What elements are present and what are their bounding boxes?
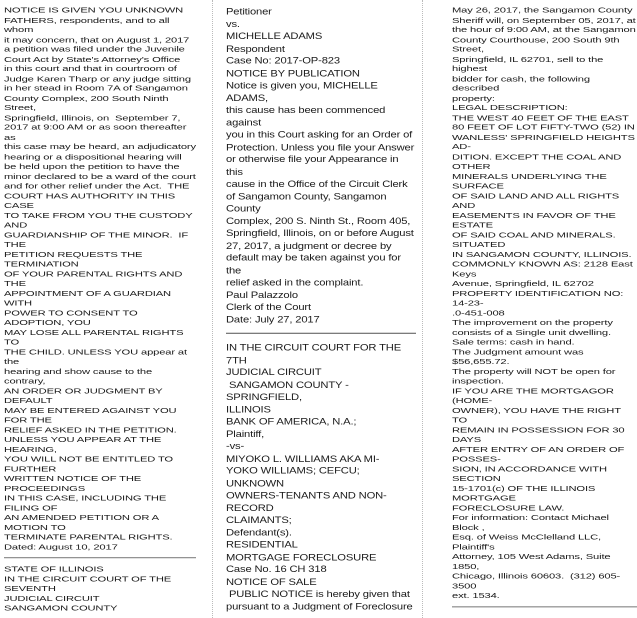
text-line: FORECLOSURE LAW. — [452, 504, 565, 513]
text-line: 15-1701(c) OF THE ILLINOIS MORTGAGE — [452, 484, 599, 503]
text-line: GUARDIANSHIP OF THE MINOR. IF THE — [4, 230, 191, 249]
text-line: FATHERS, respondents, and to all whom — [4, 16, 173, 35]
text-line: Notice is given you, MICHELLE ADAMS, — [226, 80, 381, 104]
text-line: TO TAKE FROM YOU THE CUSTODY AND — [4, 211, 195, 230]
text-line: YOKO WILLIAMS; CEFCU; UNKNOWN — [226, 466, 363, 489]
text-line: Paul Palazzolo — [226, 289, 298, 301]
notice-of-sale-continued — [452, 6, 637, 601]
text-line: Clerk of the Court — [226, 302, 311, 313]
text-line: default may be taken against you for the — [226, 253, 404, 276]
text-line: and for other relief under the Act. THE — [4, 182, 190, 191]
text-line: JUDICIAL CIRCUIT — [226, 367, 322, 378]
text-line: in her stead in Room 7A of Sangamon — [4, 84, 188, 93]
text-line: Esq. of Weiss McClelland LLC, Plaintiff's — [452, 533, 604, 552]
text-line: hearing and show cause to the contrary, — [4, 367, 155, 386]
text-line: IN THIS CASE, INCLUDING THE FILING OF — [4, 494, 170, 513]
text-line: DITION. EXCEPT THE COAL AND OTHER — [452, 152, 625, 171]
text-line: 80 FEET OF LOT FIFTY-TWO (52) IN — [452, 123, 635, 132]
juvenile-court-notice — [4, 6, 196, 552]
text-line: AN AMENDED PETITION OR A MOTION TO — [4, 513, 162, 532]
text-line: property: — [452, 94, 495, 103]
text-line: consists of a Single unit dwelling. — [452, 328, 611, 337]
text-line: For information: Contact Michael Block , — [452, 513, 612, 532]
text-line: ext. 1534. — [452, 591, 500, 600]
text-line: bidder for cash, the following described — [452, 74, 593, 93]
text-line: 2017 at 9:00 AM or as soon thereafter as — [4, 123, 190, 142]
text-line: Complex, 200 S. Ninth St., Room 405, — [226, 216, 411, 227]
text-line: be held upon the petition to have the — [4, 162, 180, 171]
text-line: WANLESS' SPRINGFIELD HEIGHTS AD- — [452, 133, 637, 152]
text-line: Plaintiff, — [226, 429, 265, 440]
text-line: Springfield, Illinois, on September 7, — [4, 113, 181, 123]
order-of-protection-notice — [226, 6, 416, 326]
text-line: The Judgment amount was $56,655.72. — [452, 347, 587, 366]
state-of-illinois-notice — [4, 565, 196, 614]
text-line: NOTICE OF SALE — [226, 576, 317, 588]
text-line: WRITTEN NOTICE OF THE PROCEEDINGS — [4, 474, 145, 493]
text-line: pursuant to a Judgment of Foreclosure — [226, 601, 413, 612]
text-line: MAY BE ENTERED AGAINST YOU FOR THE — [4, 406, 180, 425]
text-line: MIYOKO L. WILLIAMS AKA MI- — [226, 453, 380, 464]
text-line: COURT HAS AUTHORITY IN THIS CASE — [4, 191, 179, 210]
text-line: you in this Court asking for an Order of — [226, 129, 413, 141]
text-line: AN ORDER OR JUDGMENT BY DEFAULT — [4, 386, 166, 405]
text-line: Judge Karen Tharp or any judge sitting — [4, 74, 191, 84]
text-line: UNLESS YOU APPEAR AT THE HEARING, — [4, 435, 165, 454]
notice-separator — [226, 333, 416, 334]
text-line: APPOINTMENT OF A GUARDIAN WITH — [4, 289, 174, 308]
notice-separator — [452, 606, 637, 607]
text-line: .0-451-008 — [452, 308, 505, 318]
text-line: Chicago, Illinois 60603. (312) 605-3500 — [452, 572, 621, 591]
text-line: Petitioner — [226, 6, 272, 18]
text-line: Defendant(s). — [226, 527, 292, 538]
text-line: Dated: August 10, 2017 — [4, 543, 118, 552]
text-line: MORTGAGE FORECLOSURE — [226, 552, 377, 563]
text-line: minor declared to be a ward of the court — [4, 172, 196, 181]
text-line: Avenue, Springfield, IL 62702 — [452, 279, 594, 288]
text-line: COMMONLY KNOWN AS: 2128 East Keys — [452, 260, 636, 279]
text-line: the hour of 9:00 AM, at the Sangamon — [452, 26, 636, 35]
text-line: MICHELLE ADAMS — [226, 31, 323, 42]
text-line: THE WEST 40 FEET OF THE EAST — [452, 113, 629, 123]
text-line: EASEMENTS IN FAVOR OF THE ESTATE — [452, 211, 619, 230]
text-line: IN THE CIRCUIT COURT OF THE SEVENTH — [4, 575, 175, 594]
text-line: of Sangamon County, Sangamon County — [226, 191, 390, 214]
text-line: Sale terms: cash in hand. — [452, 338, 575, 347]
text-line: NOTICE IS GIVEN YOU UNKNOWN — [4, 6, 184, 15]
text-line: RELIEF ASKED IN THE PETITION. — [4, 425, 177, 435]
text-line: vs. — [226, 19, 240, 30]
text-line: OF SAID COAL AND MINERALS. SITUATED — [452, 230, 619, 249]
text-line: LEGAL DESCRIPTION: — [452, 104, 568, 113]
text-line: this cause has been commenced against — [226, 105, 389, 128]
text-line: The property will NOT be open for — [452, 367, 616, 376]
foreclosure-notice-heading — [226, 342, 416, 613]
text-line: Date: July 27, 2017 — [226, 314, 320, 325]
text-line: Sheriff will, on September 05, 2017, at — [452, 16, 636, 25]
text-line: in this court and that in courtroom of — [4, 65, 177, 74]
text-line: MINERALS UNDERLYING THE SURFACE — [452, 172, 610, 191]
text-line: MAY LOSE ALL PARENTAL RIGHTS TO — [4, 328, 187, 347]
text-line: May 26, 2017, the Sangamon County — [452, 6, 633, 15]
text-line: Case No. 16 CH 318 — [226, 564, 327, 575]
text-line: Springfield, Illinois, on or before August — [226, 228, 414, 239]
text-line: IN THE CIRCUIT COURT FOR THE 7TH — [226, 342, 404, 366]
text-line: OWNERS-TENANTS AND NON-RECORD — [226, 490, 387, 514]
text-line: or otherwise file your Appearance in this — [226, 154, 402, 178]
text-line: STATE OF ILLINOIS — [4, 565, 104, 574]
text-line: PUBLIC NOTICE is hereby given that — [226, 589, 410, 600]
column-2 — [200, 6, 422, 612]
text-line: this case may be heard, an adjudicatory — [4, 143, 196, 152]
column-3 — [422, 6, 637, 600]
text-line: IN SANGAMON COUNTY, ILLINOIS. — [452, 250, 632, 259]
text-line: OWNER), YOU HAVE THE RIGHT TO — [452, 406, 624, 425]
text-line: The improvement on the property — [452, 318, 613, 327]
text-line: REMAIN IN POSSESSION FOR 30 DAYS — [452, 425, 628, 444]
text-line: BANK OF AMERICA, N.A.; — [226, 416, 357, 428]
text-line: SANGAMON COUNTY — [4, 604, 118, 613]
text-line: OF SAID LAND AND ALL RIGHTS AND — [452, 191, 622, 210]
text-line: YOU WILL NOT BE ENTITLED TO FURTHER — [4, 455, 176, 474]
text-line: 27, 2017, a judgment or decree by — [226, 240, 392, 251]
text-line: County Courthouse, 200 South 9th Street, — [452, 35, 623, 54]
text-line: OF YOUR PARENTAL RIGHTS AND THE — [4, 269, 186, 288]
text-line: cause in the Office of the Circuit Clerk — [226, 179, 408, 190]
text-line: AFTER ENTRY OF AN ORDER OF POSSES- — [452, 445, 628, 464]
text-line: TERMINATE PARENTAL RIGHTS. — [4, 533, 173, 542]
text-line: ILLINOIS — [226, 404, 271, 415]
text-line: a petition was filed under the Juvenile — [4, 45, 185, 54]
text-line: Court Act by State's Attorney's Office — [4, 55, 181, 64]
text-line: relief asked in the complaint. — [226, 277, 364, 288]
text-line: Attorney, 105 West Adams, Suite 1850, — [452, 552, 614, 571]
text-line: IF YOU ARE THE MORTGAGOR (HOME- — [452, 386, 617, 405]
text-line: JUDICIAL CIRCUIT — [4, 594, 100, 603]
text-line: inspection. — [452, 377, 504, 386]
text-line: County Complex, 200 South Ninth Street, — [4, 94, 172, 113]
text-line: CLAIMANTS; — [226, 515, 292, 526]
text-line: -vs- — [226, 441, 245, 452]
notice-separator — [4, 557, 196, 558]
text-line: RESIDENTIAL — [226, 539, 298, 551]
text-line: Respondent — [226, 43, 285, 54]
text-line: hearing or a dispositional hearing will — [4, 152, 182, 162]
text-line: Protection. Unless you file your Answer — [226, 142, 415, 153]
text-line: SION, IN ACCORDANCE WITH SECTION — [452, 465, 610, 483]
text-line: it may concern, that on August 1, 2017 — [4, 35, 190, 44]
text-line: POWER TO CONSENT TO ADOPTION, YOU — [4, 308, 140, 327]
column-1 — [4, 6, 200, 613]
text-line: PROPERTY IDENTIFICATION NO: 14-23- — [452, 289, 630, 308]
text-line: NOTICE BY PUBLICATION — [226, 68, 360, 79]
text-line: SANGAMON COUNTY - SPRINGFIELD, — [226, 379, 355, 403]
text-line: PETITION REQUESTS THE TERMINATION — [4, 250, 146, 269]
text-line: THE CHILD. UNLESS YOU appear at the — [4, 347, 190, 366]
text-line: Springfield, IL 62701, sell to the highest — [452, 55, 607, 74]
text-line: Case No: 2017-OP-823 — [226, 56, 340, 67]
